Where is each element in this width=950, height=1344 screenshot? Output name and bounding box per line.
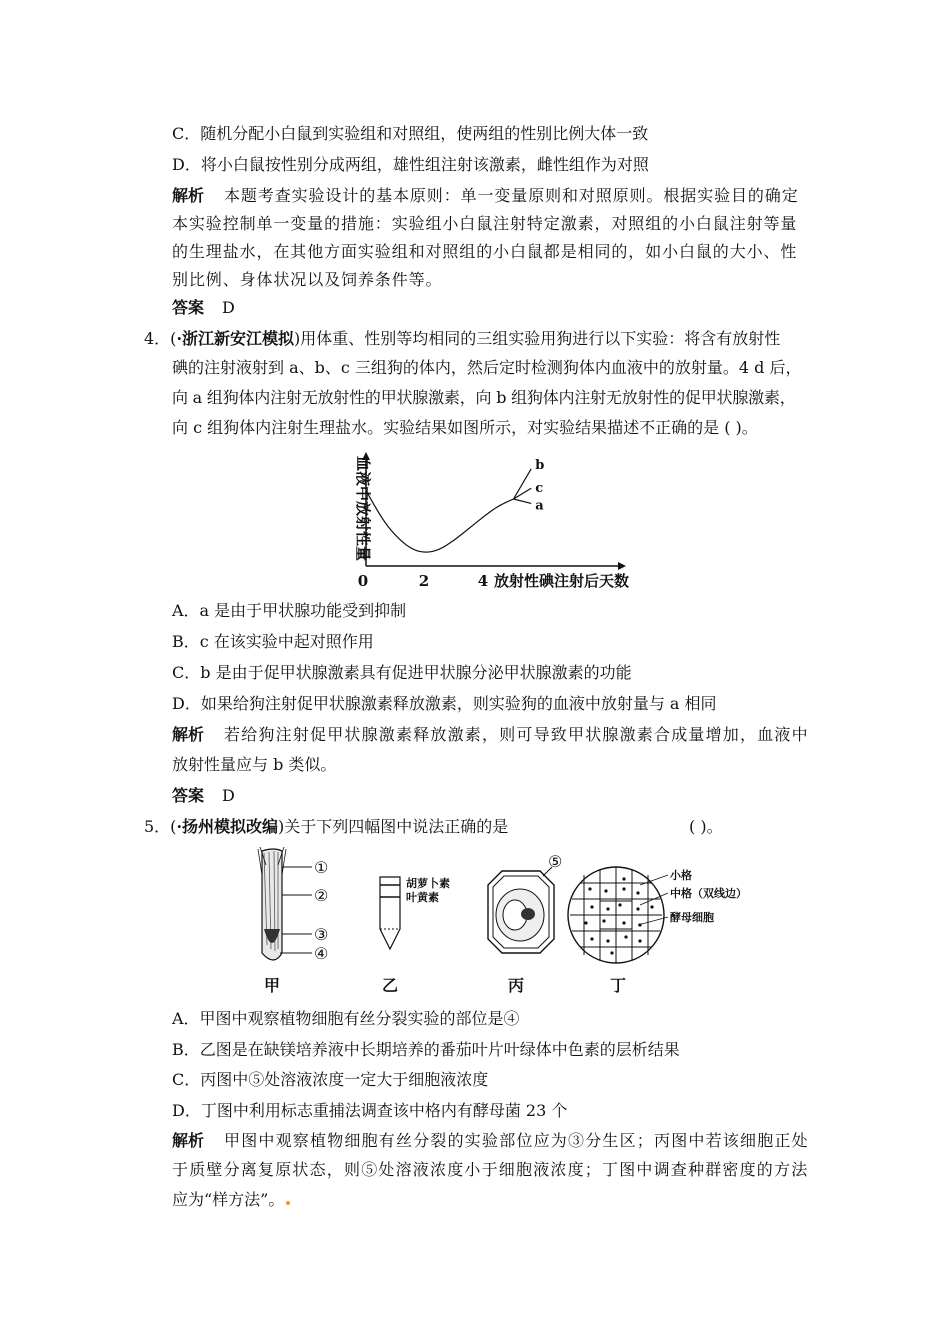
q5-bracket: ( )。 — [689, 817, 723, 836]
q3-analysis-line: 别比例、身体状况以及饲养条件等。 — [172, 270, 443, 289]
q4-option-a: A．a 是由于甲状腺功能受到抑制 — [172, 601, 407, 620]
decorative-dot — [286, 1201, 290, 1205]
q5-option-c: C．丙图中⑤处溶液浓度一定大于细胞液浓度 — [172, 1070, 489, 1089]
q5-option-a: A．甲图中观察植物细胞有丝分裂实验的部位是④ — [172, 1009, 520, 1028]
caption-bing: 丙 — [508, 976, 525, 995]
x-tick-label: 0 — [357, 572, 369, 590]
q5-option-d: D．丁图中利用标志重捕法调查该中格内有酵母菌 23 个 — [172, 1101, 568, 1120]
label-medium-grid: 中格（双线边） — [670, 887, 747, 900]
q4-stem-text: )用体重、性别等均相同的三组实验用狗进行以下实验：将含有放射性 — [294, 329, 781, 348]
marker-4: ④ — [314, 944, 329, 963]
q4-number: 4．( — [144, 329, 177, 348]
marker-5: ⑤ — [548, 852, 563, 871]
q4-analysis-line: 若给狗注射促甲状腺激素释放激素，则可导致甲状腺激素合成量增加，血液中 — [224, 725, 809, 744]
q5-stem-text: )关于下列四幅图中说法正确的是 — [278, 817, 509, 836]
q3-answer: D — [222, 298, 235, 317]
label-xanthophyll: 叶黄素 — [406, 891, 439, 904]
q4-source: ·浙江新安江模拟 — [176, 329, 295, 348]
q4-analysis-line: 放射性量应与 b 类似。 — [172, 755, 337, 774]
q5-figure — [240, 845, 750, 995]
series-line-a — [514, 499, 532, 503]
label-yeast-cell: 酵母细胞 — [670, 911, 714, 924]
q5-analysis-line: 应为“样方法”。 — [172, 1190, 285, 1209]
q3-option-d: D．将小白鼠按性别分成两组，雄性组注射该激素，雌性组作为对照 — [172, 155, 649, 174]
radioactivity-chart — [318, 448, 648, 593]
q4-stem-line: 向 a 组狗体内注射无放射性的甲状腺激素，向 b 组狗体内注射无放射性的促甲状腺激素， — [172, 388, 796, 407]
q5-number: 5．( — [144, 817, 177, 836]
plant-cell-figure — [488, 852, 562, 995]
caption-ding: 丁 — [610, 976, 627, 995]
series-line-common — [366, 490, 514, 552]
q4-answer-label: 答案 — [172, 786, 205, 805]
q4-stem-first — [144, 329, 780, 349]
q3-option-c: C．随机分配小白鼠到实验组和对照组，使两组的性别比例大体一致 — [172, 124, 649, 143]
q5-option-b: B．乙图是在缺镁培养液中长期培养的番茄叶片叶绿体中色素的层析结果 — [172, 1040, 680, 1059]
q5-analysis-line: 于质壁分离复原状态，则⑤处溶液浓度小于细胞液浓度；丁图中调查种群密度的方法 — [172, 1160, 809, 1179]
marker-1: ① — [314, 858, 329, 877]
x-axis-arrow — [618, 562, 626, 570]
q4-option-b: B．c 在该实验中起对照作用 — [172, 632, 374, 651]
series-label-b: b — [535, 457, 545, 473]
q3-analysis-line: 本实验控制单一变量的措施：实验组小白鼠注射特定激素，对照组的小白鼠注射等量 — [172, 214, 798, 233]
label-carotene: 胡萝卜素 — [406, 877, 450, 890]
marker-3: ③ — [314, 925, 329, 944]
q4-option-d: D．如果给狗注射促甲状腺激素释放激素，则实验狗的血液中放射量与 a 相同 — [172, 694, 717, 713]
x-axis-label: 放射性碘注射后天数 — [494, 572, 630, 590]
caption-jia: 甲 — [264, 976, 281, 995]
q5-analysis-label: 解析 — [172, 1131, 205, 1150]
q3-analysis-line: 本题考查实验设计的基本原则：单一变量原则和对照原则。根据实验目的确定 — [224, 186, 799, 205]
q5-stem — [144, 817, 508, 837]
hemocytometer-figure — [568, 867, 747, 995]
q5-source: ·扬州模拟改编 — [176, 817, 279, 836]
q3-answer-label: 答案 — [172, 298, 205, 317]
x-tick-label: 2 — [418, 572, 430, 590]
q4-option-c: C．b 是由于促甲状腺激素具有促进甲状腺分泌甲状腺激素的功能 — [172, 663, 632, 682]
x-tick-label: 4 — [477, 572, 489, 590]
q4-analysis-label: 解析 — [172, 725, 205, 744]
chromatography-figure — [380, 876, 450, 995]
series-line-b — [514, 469, 532, 499]
q5-analysis-line: 甲图中观察植物细胞有丝分裂的实验部位应为③分生区；丙图中若该细胞正处 — [224, 1131, 809, 1150]
root-tip-figure — [258, 847, 328, 995]
caption-yi: 乙 — [382, 976, 399, 995]
q4-answer: D — [222, 786, 235, 805]
y-axis-label: 血液中放射性量 — [354, 456, 372, 562]
q4-stem-line: 向 c 组狗体内注射生理盐水。实验结果如图所示，对实验结果描述不正确的是 ( )。 — [172, 418, 758, 437]
q3-analysis-label: 解析 — [172, 186, 205, 205]
q4-stem-line: 碘的注射液射到 a、b、c 三组狗的体内，然后定时检测狗体内血液中的放射量。4 d 后， — [172, 358, 802, 377]
q3-analysis-line: 的生理盐水，在其他方面实验组和对照组的小白鼠都是相同的，如小白鼠的大小、性 — [172, 242, 798, 261]
label-small-grid: 小格 — [670, 869, 692, 882]
series-label-c: c — [535, 481, 544, 497]
series-label-a: a — [535, 498, 544, 514]
marker-2: ② — [314, 886, 329, 905]
